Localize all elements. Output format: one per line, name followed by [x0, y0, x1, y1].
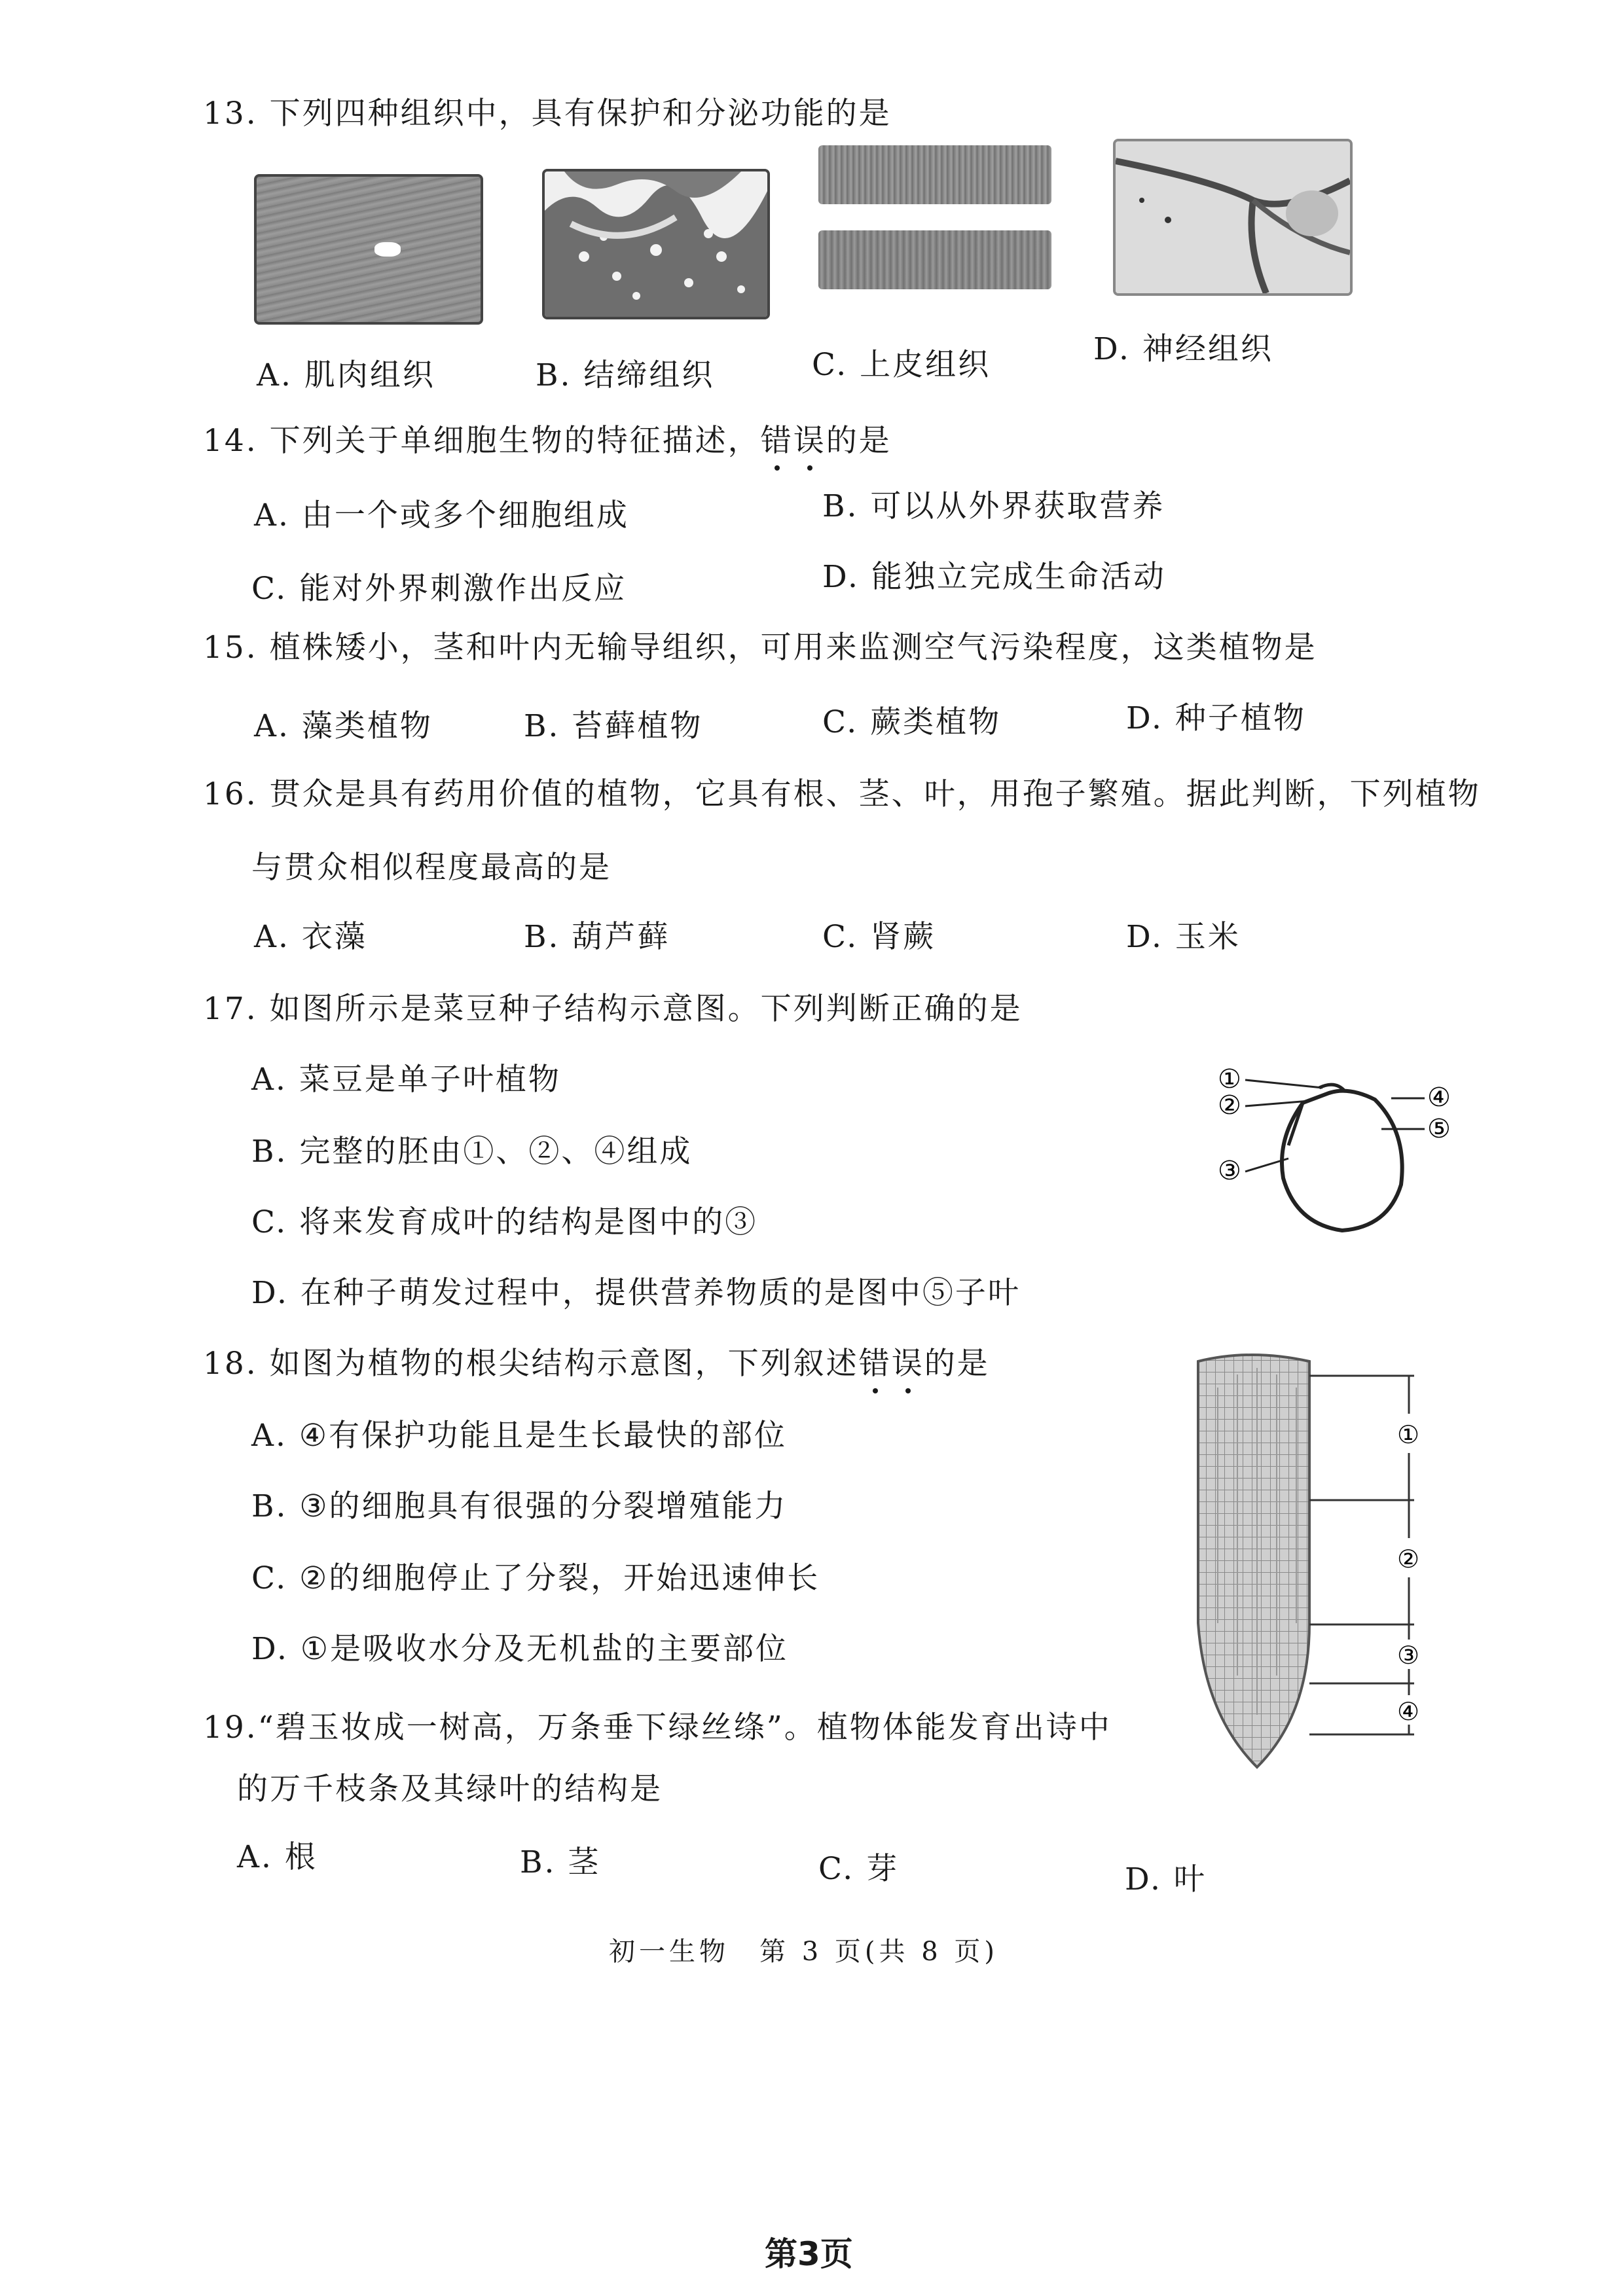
q17-option-b[interactable]: B. 完整的胚由①、②、④组成: [251, 1134, 693, 1170]
root-label-1: ①: [1397, 1420, 1420, 1449]
seed-label-2: ②: [1218, 1090, 1241, 1121]
page-number-label: 第3页: [765, 2235, 853, 2273]
q18-option-d[interactable]: D. ①是吸收水分及无机盐的主要部位: [251, 1631, 789, 1667]
root-label-2: ②: [1397, 1545, 1420, 1573]
q19-stem-line1: 19.“碧玉妆成一树高，万条垂下绿丝绦”。植物体能发育出诗中: [203, 1710, 1112, 1746]
q18-option-c[interactable]: C. ②的细胞停止了分裂，开始迅速伸长: [251, 1560, 820, 1596]
q16-option-d[interactable]: D. 玉米: [1126, 919, 1241, 955]
seed-label-5: ⑤: [1427, 1114, 1451, 1144]
q16-option-a[interactable]: A. 衣藻: [254, 919, 367, 955]
q19-option-a[interactable]: A. 根: [237, 1839, 318, 1875]
q18-option-a[interactable]: A. ④有保护功能且是生长最快的部位: [251, 1418, 787, 1454]
q19-option-b[interactable]: B. 茎: [520, 1844, 601, 1880]
q13-stem: 13. 下列四种组织中，具有保护和分泌功能的是: [203, 96, 892, 132]
q17-option-a[interactable]: A. 菜豆是单子叶植物: [251, 1062, 561, 1098]
q14-option-a[interactable]: A. 由一个或多个细胞组成: [254, 497, 629, 533]
q17-option-c[interactable]: C. 将来发育成叶的结构是图中的③: [251, 1204, 758, 1240]
q13-option-d[interactable]: D. 神经组织: [1093, 331, 1273, 367]
seed-label-3: ③: [1218, 1156, 1241, 1186]
q16-option-b[interactable]: B. 葫芦藓: [524, 919, 670, 955]
q14-option-c[interactable]: C. 能对外界刺激作出反应: [251, 571, 627, 607]
epithelial-tissue-image: [818, 145, 1051, 289]
q16-stem-line2: 与贯众相似程度最高的是: [251, 850, 611, 886]
root-tip-diagram: [1178, 1348, 1453, 1780]
q15-option-a[interactable]: A. 藻类植物: [254, 708, 433, 744]
q19-option-c[interactable]: C. 芽: [818, 1851, 900, 1887]
connective-tissue-image: [542, 169, 770, 319]
nerve-tissue-image: [1113, 139, 1353, 296]
q13-option-c[interactable]: C. 上皮组织: [812, 347, 991, 383]
seed-label-4: ④: [1427, 1083, 1451, 1113]
page-footer: 初一生物 第 3 页(共 8 页): [609, 1937, 998, 1967]
q13-option-a[interactable]: A. 肌肉组织: [257, 357, 435, 393]
bean-seed-diagram: [1205, 1060, 1467, 1244]
q15-option-b[interactable]: B. 苔藓植物: [524, 708, 703, 744]
q17-option-d[interactable]: D. 在种子萌发过程中，提供营养物质的是图中⑤子叶: [251, 1275, 1021, 1311]
q14-option-d[interactable]: D. 能独立完成生命活动: [822, 559, 1166, 595]
q18-option-b[interactable]: B. ③的细胞具有很强的分裂增殖能力: [251, 1488, 788, 1524]
q14-stem: 14. 下列关于单细胞生物的特征描述，错误的是: [203, 423, 892, 459]
root-label-3: ③: [1397, 1641, 1420, 1670]
q13-option-b[interactable]: B. 结缔组织: [536, 357, 715, 393]
muscle-tissue-image: [254, 174, 483, 325]
root-label-4: ④: [1397, 1697, 1420, 1726]
q19-stem-line2: 的万千枝条及其绿叶的结构是: [237, 1771, 663, 1807]
q17-stem: 17. 如图所示是菜豆种子结构示意图。下列判断正确的是: [203, 991, 1023, 1027]
q15-option-c[interactable]: C. 蕨类植物: [822, 704, 1002, 740]
q16-option-c[interactable]: C. 肾蕨: [822, 919, 936, 955]
seed-label-1: ①: [1218, 1064, 1241, 1094]
q16-stem-line1: 16. 贯众是具有药用价值的植物，它具有根、茎、叶，用孢子繁殖。据此判断，下列植物: [203, 776, 1481, 812]
q15-option-d[interactable]: D. 种子植物: [1126, 700, 1306, 736]
q19-option-d[interactable]: D. 叶: [1125, 1861, 1207, 1897]
q18-stem: 18. 如图为植物的根尖结构示意图，下列叙述错误的是: [203, 1346, 990, 1382]
q15-stem: 15. 植株矮小，茎和叶内无输导组织，可用来监测空气污染程度，这类植物是: [203, 630, 1317, 666]
q14-option-b[interactable]: B. 可以从外界获取营养: [822, 488, 1165, 524]
